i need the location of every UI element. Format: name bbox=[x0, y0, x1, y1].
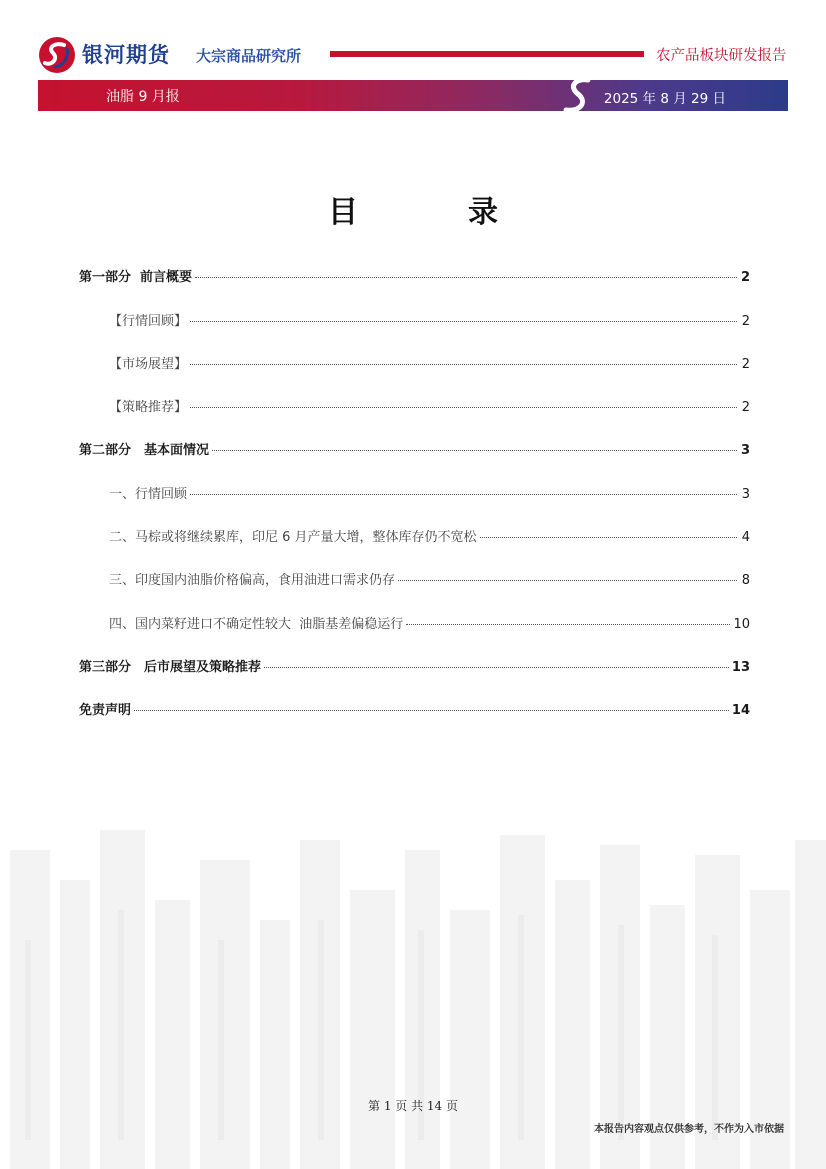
dot-leader bbox=[134, 710, 729, 711]
skyline-watermark bbox=[0, 820, 826, 1169]
toc-entry-label: 一、行情回顾 bbox=[109, 487, 188, 502]
toc-entry-label: 【市场展望】 bbox=[109, 357, 188, 372]
dot-leader bbox=[190, 321, 737, 322]
dot-leader bbox=[264, 667, 729, 668]
toc-entry-label: 【策略推荐】 bbox=[109, 400, 188, 415]
toc-entry-page: 4 bbox=[741, 530, 750, 545]
toc-entry[interactable] bbox=[79, 439, 750, 459]
toc-entry[interactable] bbox=[79, 656, 750, 676]
brand-name: 银河期货 bbox=[82, 43, 170, 67]
toc-entry-page: 10 bbox=[733, 617, 750, 632]
report-category: 农产品板块研发报告 bbox=[656, 48, 787, 64]
toc-entry-page: 14 bbox=[731, 703, 750, 718]
toc-entry-page: 13 bbox=[731, 660, 750, 675]
toc-entry-label: 【行情回顾】 bbox=[109, 314, 188, 329]
toc-entry-page: 2 bbox=[741, 357, 750, 372]
report-name: 油脂 9 月报 bbox=[106, 89, 180, 105]
toc-entry-page: 3 bbox=[741, 487, 750, 502]
dot-leader bbox=[190, 407, 737, 408]
toc-entry-label: 四、国内菜籽进口不确定性较大 油脂基差偏稳运行 bbox=[109, 617, 404, 632]
toc-entry-label: 第一部分 前言概要 bbox=[79, 270, 193, 285]
toc-entry-label: 二、马棕或将继续累库，印尼 6 月产量大增，整体库存仍不宽松 bbox=[109, 530, 477, 545]
report-banner bbox=[38, 80, 788, 111]
report-date: 2025 年 8 月 29 日 bbox=[603, 91, 726, 107]
dot-leader bbox=[480, 537, 737, 538]
dot-leader bbox=[195, 277, 737, 278]
toc-entry[interactable] bbox=[109, 569, 750, 589]
toc-entry[interactable] bbox=[79, 699, 750, 719]
galaxy-logo-icon bbox=[38, 36, 76, 74]
toc-entry-label: 免责声明 bbox=[79, 703, 132, 718]
toc-entry[interactable] bbox=[109, 353, 750, 373]
header-divider bbox=[330, 51, 644, 57]
toc-entry-label: 三、印度国内油脂价格偏高，食用油进口需求仍存 bbox=[109, 573, 396, 588]
toc-entry-label: 第三部分 后市展望及策略推荐 bbox=[79, 660, 262, 675]
toc-entry[interactable] bbox=[109, 613, 750, 633]
galaxy-swoosh-icon bbox=[558, 76, 602, 116]
footer-disclaimer: 本报告内容观点仅供参考，不作为入市依据 bbox=[594, 1124, 784, 1135]
dot-leader bbox=[212, 450, 737, 451]
toc-entry-page: 2 bbox=[740, 270, 750, 285]
toc-entry[interactable] bbox=[109, 396, 750, 416]
dot-leader bbox=[398, 580, 737, 581]
toc-entry-label: 第二部分 基本面情况 bbox=[79, 443, 210, 458]
toc-entry-page: 8 bbox=[741, 573, 750, 588]
page-indicator: 第 1 页 共 14 页 bbox=[368, 1099, 458, 1113]
toc-entry[interactable] bbox=[109, 483, 750, 503]
dot-leader bbox=[190, 364, 737, 365]
toc-title: 目 录 bbox=[328, 195, 538, 230]
toc-entry-page: 3 bbox=[740, 443, 750, 458]
toc-entry[interactable] bbox=[109, 526, 750, 546]
dot-leader bbox=[190, 494, 737, 495]
dot-leader bbox=[406, 624, 730, 625]
toc-entry[interactable] bbox=[109, 310, 750, 330]
toc-entry-page: 2 bbox=[741, 400, 750, 415]
institute-name: 大宗商品研究所 bbox=[196, 47, 302, 65]
toc-entry[interactable] bbox=[79, 266, 750, 286]
toc-entry-page: 2 bbox=[741, 314, 750, 329]
